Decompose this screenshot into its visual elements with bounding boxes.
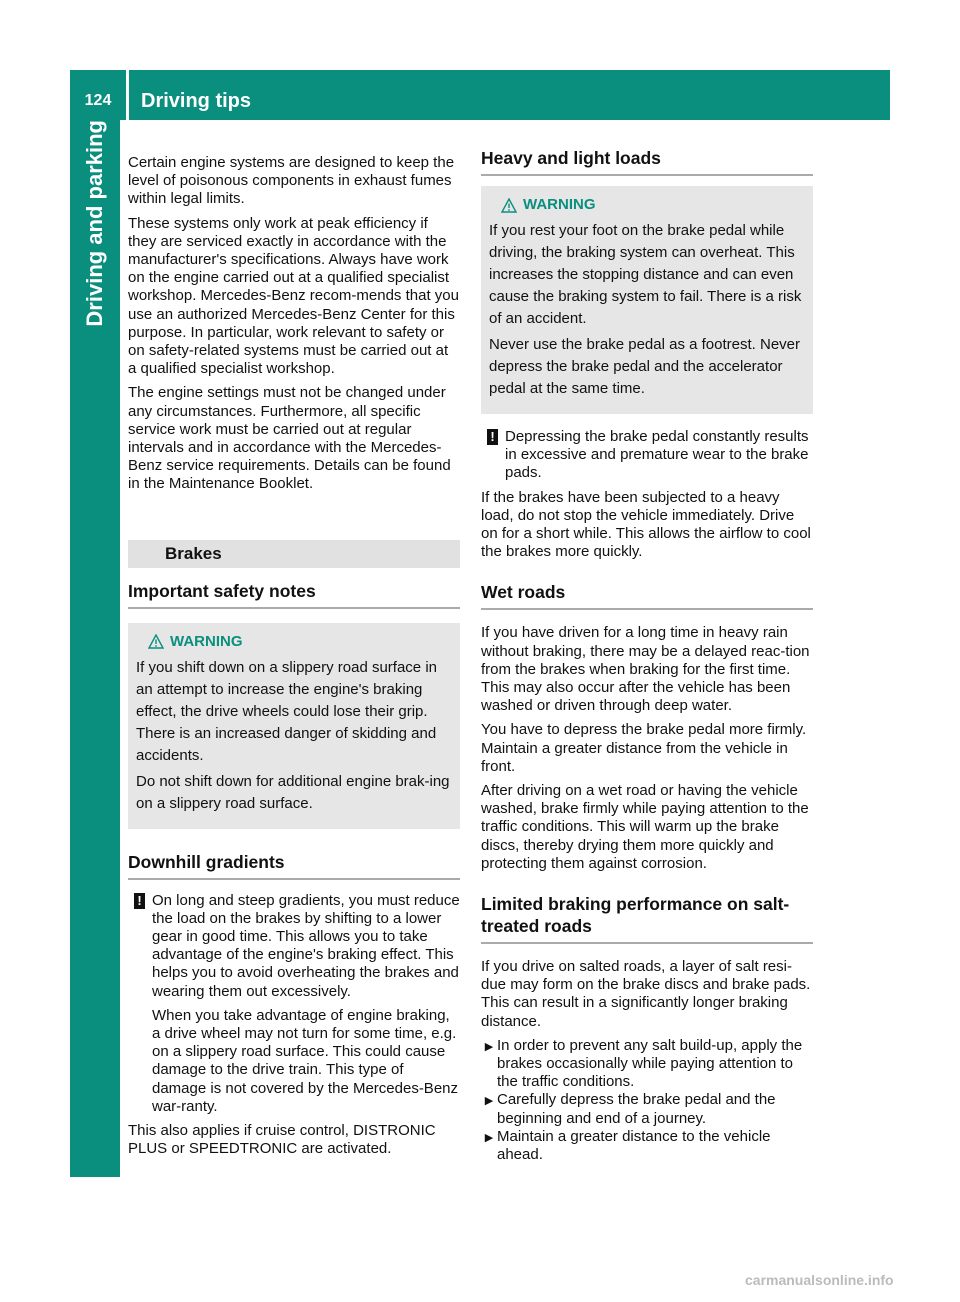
left-column (128, 154, 460, 1165)
running-title: Driving tips (141, 90, 252, 112)
watermark: carmanualsonline.info (745, 1272, 894, 1288)
bullet-text: In order to prevent any salt build-up, apply the brakes occasionally while paying attention to the traffic conditions. (497, 1036, 803, 1091)
warning-box (481, 186, 813, 414)
note-block (481, 428, 813, 489)
warning-label: WARNING (170, 632, 243, 650)
bullet-marker-icon: ▶ (484, 1040, 494, 1053)
warning-header (136, 631, 452, 653)
heading-salt-roads: Limited braking performance on salt-treated roads (481, 893, 813, 944)
header-divider (126, 70, 129, 120)
bullet-marker-icon: ▶ (484, 1095, 494, 1108)
warning-text: If you shift down on a slippery road surface in an attempt to increase the engine's braking effect, the drive wheels could lose their grip. There is an increased danger of skidding and accidents. (136, 658, 437, 764)
note-text: Depressing the brake pedal constantly results in excessive and premature wear to the brake pads. (505, 428, 809, 482)
paragraph: The engine settings must not be changed under any circumstances. Furthermore, all specific service work must be carried out at regular intervals and in accordance with the Mercedes-Benz service requirements. Details can be found in the Maintenance Booklet. (128, 384, 451, 493)
heading-heavy-loads: Heavy and light loads (481, 147, 813, 176)
warning-header (489, 194, 805, 216)
note-text: When you take advantage of engine braking, a drive wheel may not turn for some time, e.g. on a slippery road surface. This could cause damage to the drive train. This type of damage is not covered by the Mercedes-Benz war-ranty. (152, 1006, 458, 1115)
paragraph: After driving on a wet road or having the vehicle washed, brake firmly while paying attention to the traffic conditions. This will warm up the brake discs, thereby drying them more quickly and protecting them against corrosion. (481, 782, 809, 872)
paragraph: Certain engine systems are designed to keep the level of poisonous components in exhaust fumes within legal limits. (128, 154, 455, 208)
exclamation-icon: ! (487, 429, 498, 445)
warning-triangle-icon (501, 198, 517, 213)
right-column (481, 147, 813, 1164)
paragraph: These systems only work at peak efficiency if they are serviced exactly in accordance with the manufacturer's specifications. Always have work on the engine carried out at a qualified specialist workshop. Mercedes-Benz recom-mends that you use an authorized Mercedes-Benz Center for this purpose. In particular, work relevant to safety or on safety-related systems must be carried out at a qualified specialist workshop. (128, 214, 459, 378)
section-band-brakes: Brakes (128, 540, 460, 568)
heading-downhill: Downhill gradients (128, 851, 460, 880)
bullet-item (481, 1128, 813, 1164)
bullet-text: Maintain a greater distance to the vehicle ahead. (497, 1127, 771, 1164)
warning-text: Do not shift down for additional engine brak-ing on a slippery road surface. (136, 772, 450, 812)
warning-text: Never use the brake pedal as a footrest. Never depress the brake pedal and the accelerator pedal at the same time. (489, 336, 801, 397)
warning-text: If you rest your foot on the brake pedal while driving, the braking system can overheat. This increases the stopping distance and can even cause the braking system to fail. There is a risk of an accident. (489, 222, 802, 327)
paragraph: You have to depress the brake pedal more firmly. Maintain a greater distance from the vehicle in front. (481, 721, 807, 775)
exclamation-icon: ! (134, 893, 145, 909)
paragraph: If the brakes have been subjected to a heavy load, do not stop the vehicle immediately. Drive on for a short while. This allows the airflow to cool the brakes more quickly. (481, 488, 811, 561)
heading-safety-notes: Important safety notes (128, 580, 460, 609)
warning-label: WARNING (523, 196, 596, 213)
side-tab-label-wrap (70, 120, 120, 540)
side-tab-label: Driving and parking (82, 120, 107, 327)
warning-triangle-icon (148, 634, 164, 649)
warning-box (128, 623, 460, 829)
note-text: On long and steep gradients, you must reduce the load on the brakes by shifting to a lower gear in good time. This allows you to take advantage of the engine's braking effect. This helps you to avoid overheating the brakes and wearing them out excessively. (152, 891, 460, 1000)
bullet-text: Carefully depress the brake pedal and the beginning and end of a journey. (497, 1091, 776, 1127)
note-block (128, 892, 460, 1122)
paragraph: If you have driven for a long time in heavy rain without braking, there may be a delayed reac-tion from the brakes when braking for the first time. This may also occur after the vehicle has been washed or driven through deep water. (481, 624, 810, 715)
heading-wet-roads: Wet roads (481, 581, 813, 610)
bullet-item (481, 1091, 813, 1127)
paragraph: If you drive on salted roads, a layer of salt resi-due may form on the brake discs and brake pads. This can result in a significantly longer braking distance. (481, 958, 811, 1030)
paragraph: This also applies if cruise control, DISTRONIC PLUS or SPEEDTRONIC are activated. (128, 1122, 436, 1158)
bullet-marker-icon: ▶ (484, 1131, 494, 1144)
bullet-item (481, 1037, 813, 1092)
page-number: 124 (84, 92, 112, 109)
